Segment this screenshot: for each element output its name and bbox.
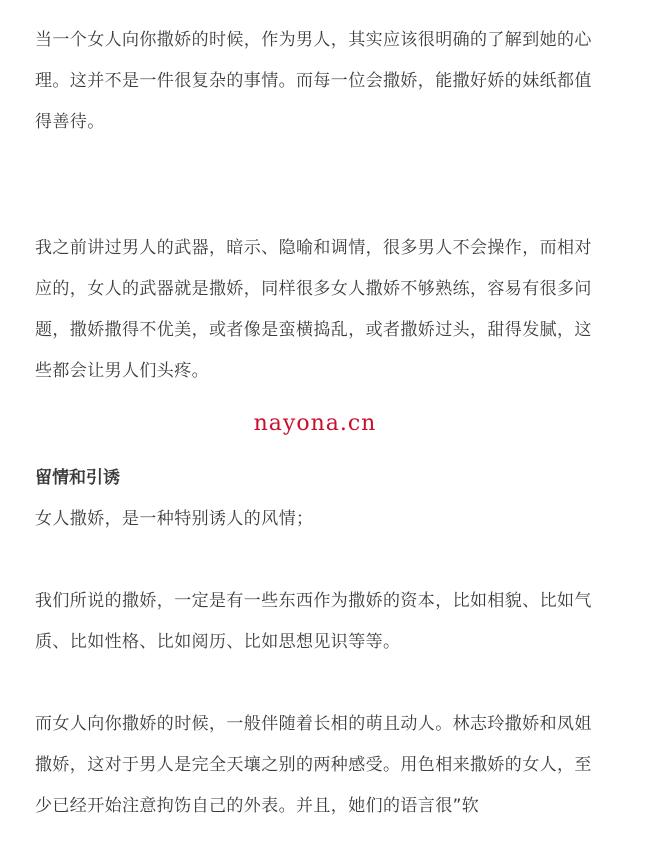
paragraph-charm: 女人撒娇，是一种特别诱人的风情； xyxy=(35,509,314,529)
paragraph-intro: 当一个女人向你撒娇的时候，作为男人，其实应该很明确的了解到她的心理。这并不是一件很复杂的事情。而每一位会撒娇，能撒好娇的妹纸都值得善待。 xyxy=(35,30,592,132)
spacer xyxy=(35,663,595,704)
paragraph-appearance: 而女人向你撒娇的时候，一般伴随着长相的萌且动人。林志玲撒娇和凤姐撒娇，这对于男人是完全天壤之别的两种感受。用色相来撒娇的女人，至少已经开始注意拘饬自己的外表。并且，她们的语言很”软 xyxy=(35,714,592,816)
section-heading: 留情和引诱 xyxy=(35,468,120,488)
spacer xyxy=(35,143,595,228)
paragraph-capital: 我们所说的撒娇，一定是有一些东西作为撒娇的资本，比如相貌、比如气质、比如性格、比如阅历、比如思想见识等等。 xyxy=(35,591,592,652)
paragraph-weapons: 我之前讲过男人的武器，暗示、隐喻和调情，很多男人不会操作，而相对应的，女人的武器就是撒娇，同样很多女人撒娇不够熟练，容易有很多问题，撒娇撒得不优美，或者像是蛮横捣乱，或者撒娇过头，甜得发腻，这些都会让男人们头疼。 xyxy=(35,238,592,381)
watermark-text: nayona.cn xyxy=(253,411,377,436)
article-body xyxy=(35,20,595,827)
spacer xyxy=(35,540,595,581)
